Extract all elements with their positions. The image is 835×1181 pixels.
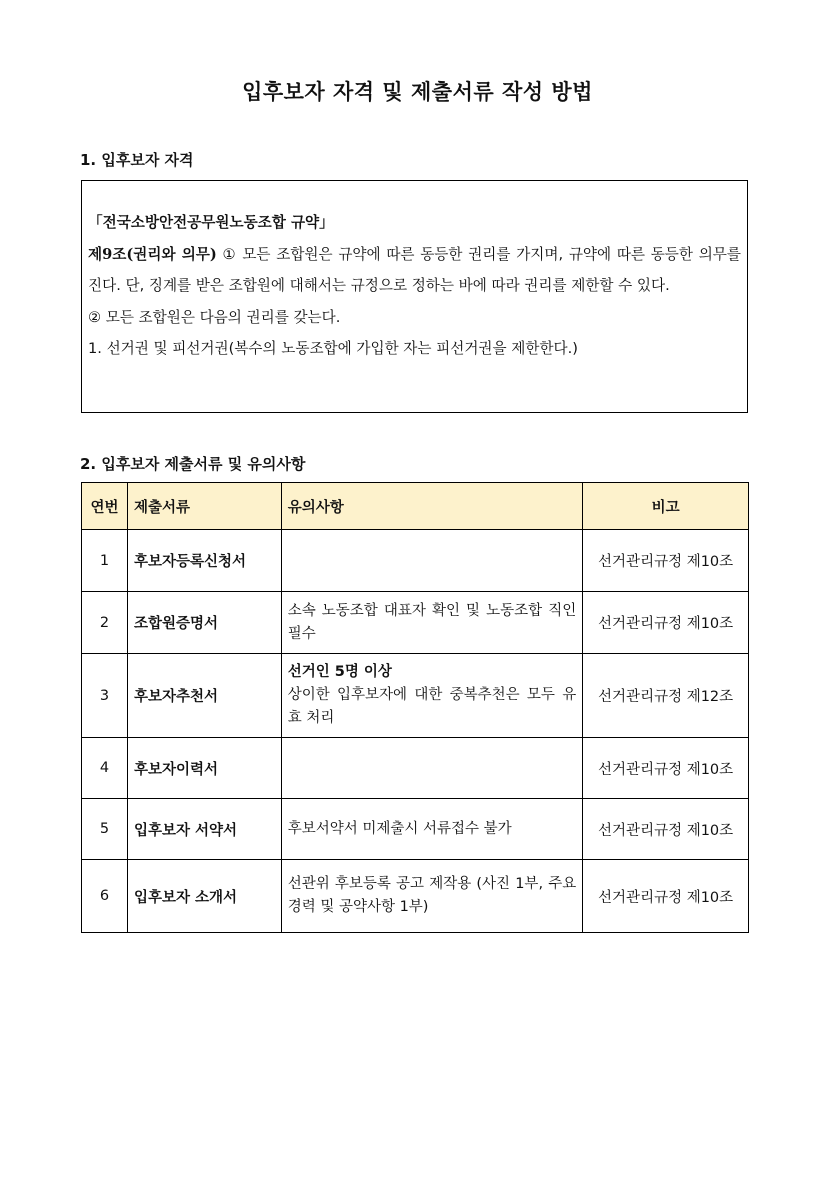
cell-remarks: 선거관리규정 제12조 [583,654,749,738]
cell-no: 5 [82,799,128,860]
cell-document: 입후보자 소개서 [127,860,281,933]
note-text: 후보서약서 미제출시 서류접수 불가 [287,820,512,837]
section-1-heading: 1. 입후보자 자격 [80,151,194,169]
table-row [82,654,749,738]
documents-table [81,482,749,933]
cell-notes [281,799,583,860]
bylaw-name: 「전국소방안전공무원노동조합 규약」 [88,214,334,231]
table-row [82,860,749,933]
cell-remarks: 선거관리규정 제10조 [583,738,749,799]
cell-document: 조합원증명서 [127,592,281,654]
col-header-remarks: 비고 [583,483,749,530]
col-header-notes: 유의사항 [281,483,583,530]
note-emphasis: 선거인 5명 이상 [287,664,392,680]
cell-notes [281,592,583,654]
cell-no: 3 [82,654,128,738]
col-header-no: 연번 [82,483,128,530]
table-row [82,592,749,654]
cell-remarks: 선거관리규정 제10조 [583,592,749,654]
article-9-paragraph-1 [88,239,741,302]
bylaw-excerpt-box [81,180,748,413]
table-row [82,799,749,860]
note-text: 선관위 후보등록 공고 제작용 (사진 1부, 주요 경력 및 공약사항 1부) [287,876,577,915]
cell-remarks: 선거관리규정 제10조 [583,860,749,933]
cell-no: 4 [82,738,128,799]
article-9-paragraph-2: ② 모든 조합원은 다음의 권리를 갖는다. [88,308,341,326]
cell-no: 2 [82,592,128,654]
cell-document: 입후보자 서약서 [127,799,281,860]
note-text: 상이한 입후보자에 대한 중복추천은 모두 유효 처리 [287,687,577,726]
cell-remarks: 선거관리규정 제10조 [583,799,749,860]
cell-document: 후보자추천서 [127,654,281,738]
table-header-row [82,483,749,530]
cell-no: 1 [82,530,128,592]
note-text: 소속 노동조합 대표자 확인 및 노동조합 직인 필수 [287,602,577,642]
cell-remarks: 선거관리규정 제10조 [583,530,749,592]
article-title: 제9조(권리와 의무) [88,245,217,263]
cell-document: 후보자이력서 [127,738,281,799]
table-row [82,530,749,592]
cell-no: 6 [82,860,128,933]
cell-notes [281,530,583,592]
cell-document: 후보자등록신청서 [127,530,281,592]
cell-notes [281,738,583,799]
article-9-item-1: 1. 선거권 및 피선거권(복수의 노동조합에 가입한 자는 피선거권을 제한한다.) [88,340,578,357]
table-row [82,738,749,799]
cell-notes [281,654,583,738]
section-2-heading: 2. 입후보자 제출서류 및 유의사항 [80,455,306,473]
page-title: 입후보자 자격 및 제출서류 작성 방법 [242,80,593,104]
article-9-text-1: ① 모든 조합원은 규약에 따른 동등한 권리를 가지며, 규약에 따른 동등한 의무를 진다. 단, 징계를 받은 조합원에 대해서는 규정으로 정하는 바에 따라 권리를 제한할 수 있다. [88,245,741,294]
cell-notes [281,860,583,933]
col-header-document: 제출서류 [127,483,281,530]
